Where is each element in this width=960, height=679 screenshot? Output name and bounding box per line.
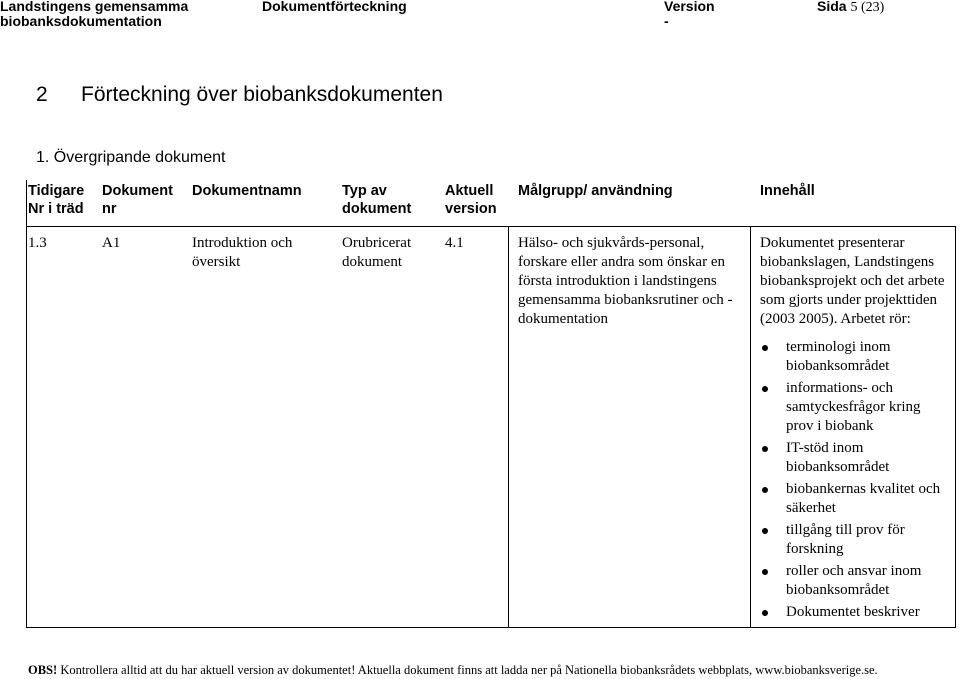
bullet-icon <box>762 345 768 351</box>
content-list-item <box>760 439 950 477</box>
subheading: 1. Övergripande dokument <box>36 149 226 166</box>
header-version-value: - <box>664 13 669 29</box>
bullet-icon <box>762 446 768 452</box>
header-row-divider <box>26 226 956 227</box>
header-page-number: 5 (23) <box>850 0 885 15</box>
cell-content <box>760 234 950 625</box>
table-right-border <box>955 226 956 628</box>
content-list-item <box>760 562 950 600</box>
col-header-audience: Målgrupp/ användning <box>518 183 673 199</box>
col-header-current-version: Aktuell version <box>445 183 497 217</box>
header-doc-type: Dokumentförteckning <box>262 0 407 14</box>
content-list-item <box>760 480 950 518</box>
cell-doc-name: Introduktion och översikt <box>192 235 293 270</box>
section-number: 2 <box>36 83 48 106</box>
content-intro: Dokumentet presenterar biobankslagen, Landstingens biobanksprojekt och det arbete som gjorts under projekttiden (2003 2005). Arbetet rör: <box>760 235 945 327</box>
cell-doc-type: Orubricerat dokument <box>342 235 412 270</box>
cell-previous: 1.3 <box>28 235 47 251</box>
column-divider-content <box>750 226 751 628</box>
col-header-previous: Tidigare Nr i träd <box>28 183 85 217</box>
table-left-border <box>26 180 27 628</box>
header-org-line2: biobanksdokumentation <box>0 13 162 29</box>
content-list-item-text: informations- och samtyckesfrågor kring prov i biobank <box>786 380 921 434</box>
header-org-line1: Landstingens gemensamma <box>0 0 189 14</box>
footer-note <box>28 663 878 678</box>
bullet-icon <box>762 569 768 575</box>
bullet-icon <box>762 386 768 392</box>
page-title: Förteckning över biobanksdokumenten <box>81 83 443 106</box>
content-list-item <box>760 338 950 376</box>
col-header-doc-nr: Dokument nr <box>102 183 173 217</box>
header-page-info <box>817 0 884 16</box>
content-list-item-text: roller och ansvar inom biobanksområdet <box>786 563 922 598</box>
col-header-doc-type: Typ av dokument <box>342 183 412 217</box>
header-version-label: Version <box>664 0 715 14</box>
cell-current-version: 4.1 <box>445 235 464 251</box>
content-list-item-text: terminologi inom biobanksområdet <box>786 339 891 374</box>
bullet-icon <box>762 528 768 534</box>
content-list-item-text: biobankernas kvalitet och säkerhet <box>786 481 941 516</box>
footer-text: Kontrollera alltid att du har aktuell version av dokumentet! Aktuella dokument finns att ladda ner på Nationella biobanksrådets webbplats, www.biobanksverige.se. <box>60 663 878 677</box>
content-list-item <box>760 521 950 559</box>
footer-label: OBS! <box>28 663 58 677</box>
content-list-item-text: IT-stöd inom biobanksområdet <box>786 440 890 475</box>
col-header-doc-name: Dokumentnamn <box>192 183 302 199</box>
bullet-icon <box>762 610 768 616</box>
bullet-icon <box>762 487 768 493</box>
content-list-item <box>760 603 950 622</box>
header-page-label: Sida <box>817 0 847 14</box>
content-list-item-text: tillgång till prov för forskning <box>786 522 905 557</box>
column-divider-audience <box>508 226 509 628</box>
content-list-item-text: Dokumentet beskriver <box>786 604 920 620</box>
content-list <box>760 338 950 622</box>
cell-audience: Hälso- och sjukvårds-personal, forskare eller andra som önskar en första introduktion i landstingens gemensamma biobanksrutiner och -dokumentation <box>518 235 733 327</box>
cell-doc-nr: A1 <box>102 235 121 251</box>
table-bottom-border <box>26 627 956 628</box>
content-list-item <box>760 379 950 436</box>
col-header-content: Innehåll <box>760 183 815 199</box>
